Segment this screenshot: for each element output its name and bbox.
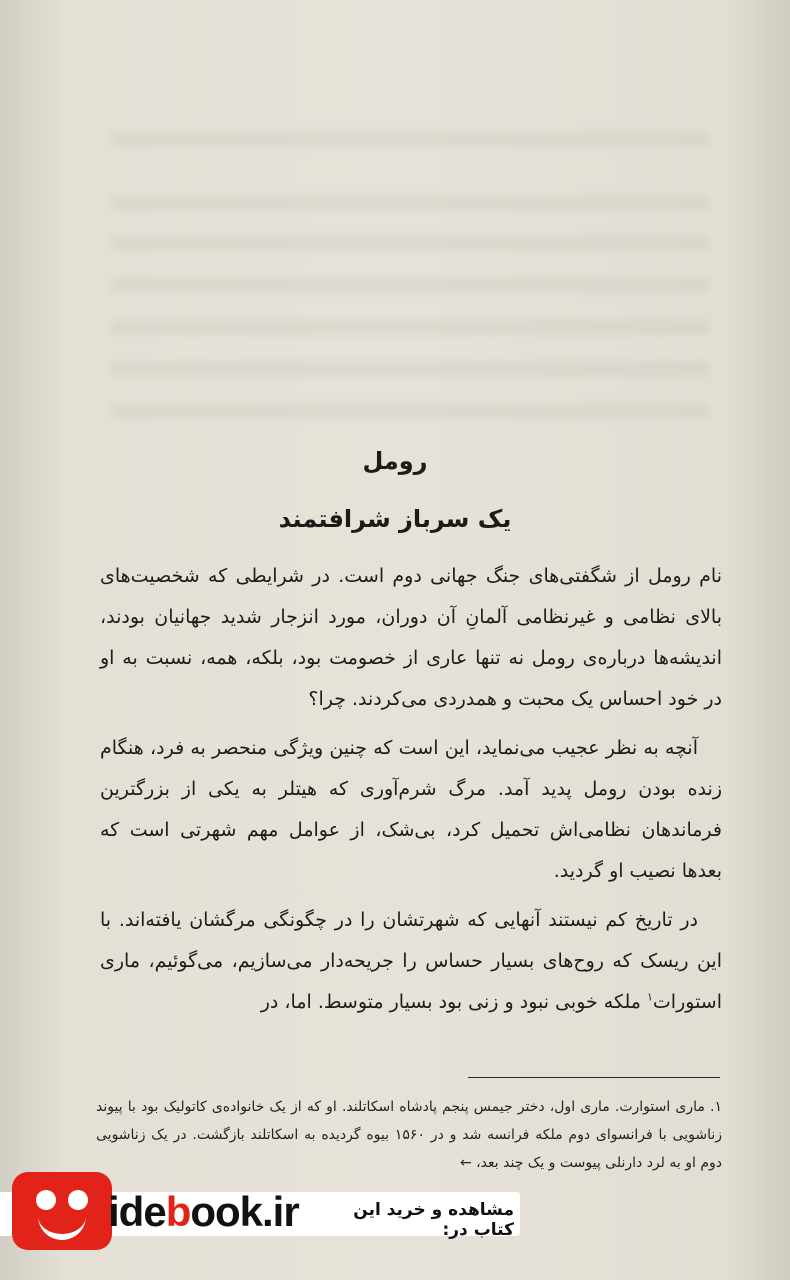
logo-eye xyxy=(36,1190,56,1210)
bleed-through-text xyxy=(110,362,710,376)
chapter-title: رومل xyxy=(362,447,428,475)
smiley-logo-icon xyxy=(12,1172,112,1250)
chapter-subtitle: یک سرباز شرافتمند xyxy=(278,505,512,533)
paragraph: آنچه به نظر عجیب می‌نماید، این است که چنین ویژگی منحصر به فرد، هنگام زنده بودن رومل پدید آمد. مرگ شرم‌آوری که هیتلر به یکی از بزرگترین فرماندهان نظامی‌اش تحمیل کرد، بی‌شک، از عوامل مهم شهرتی است که بعدها نصیب او گردید. xyxy=(100,737,722,882)
body-text xyxy=(100,556,722,1031)
paragraph: نام رومل از شگفتی‌های جنگ جهانی دوم است. در شرایطی که شخصیت‌های بالای نظامی و غیرنظامی آلمانِ آن دوران، مورد انزجار شدید جهانیان بودند، اندیشه‌ها درباره‌ی رومل نه تنها عاری از خصومت بود، بلکه، همه، نسبت به او در خود احساس یک محبت و همدردی می‌کردند. چرا؟ xyxy=(100,565,722,710)
banner-caption: مشاهده و خرید این کتاب در: xyxy=(353,1200,514,1240)
site-logo-text[interactable]: idebook.ir xyxy=(108,1188,299,1235)
paragraph-text: ملکه خوبی نبود و زنی بود بسیار متوسط. اما، در xyxy=(260,991,647,1013)
bleed-through-text xyxy=(110,196,710,210)
footnote-marker: ۱ xyxy=(646,990,653,1004)
footnote-divider xyxy=(468,1077,720,1078)
paragraph-text: در تاریخ کم نیستند آنهایی که شهرتشان را در چگونگی مرگشان یافته‌اند. با این ریسک که روح‌های بسیار حساس را جریحه‌دار می‌سازیم، می‌گوئیم، ماری استورات xyxy=(100,909,722,1013)
bleed-through-text xyxy=(110,236,710,250)
watermark-banner[interactable] xyxy=(0,1172,520,1248)
footnote-text: ۱. ماری استوارت. ماری اول، دختر جیمس پنجم پادشاه اسکاتلند. او که از یک خانواده‌ی کاتولیک بود با پیوند زناشویی با فرانسوای دوم ملکه فرانسه شد و در ۱۵۶۰ بیوه گردیده به اسکاتلند بازگشت. در یک زناشویی دوم او به لرد دارنلی پیوست و یک چند بعد، ← xyxy=(96,1099,722,1171)
logo-eye xyxy=(68,1190,88,1210)
bleed-through-text xyxy=(110,404,710,418)
logo-mouth xyxy=(38,1216,86,1240)
bleed-through-text xyxy=(110,278,710,292)
footnote xyxy=(96,1093,722,1177)
bleed-through-text xyxy=(110,320,710,334)
paragraph xyxy=(100,900,722,1023)
bleed-through-text xyxy=(110,132,710,146)
